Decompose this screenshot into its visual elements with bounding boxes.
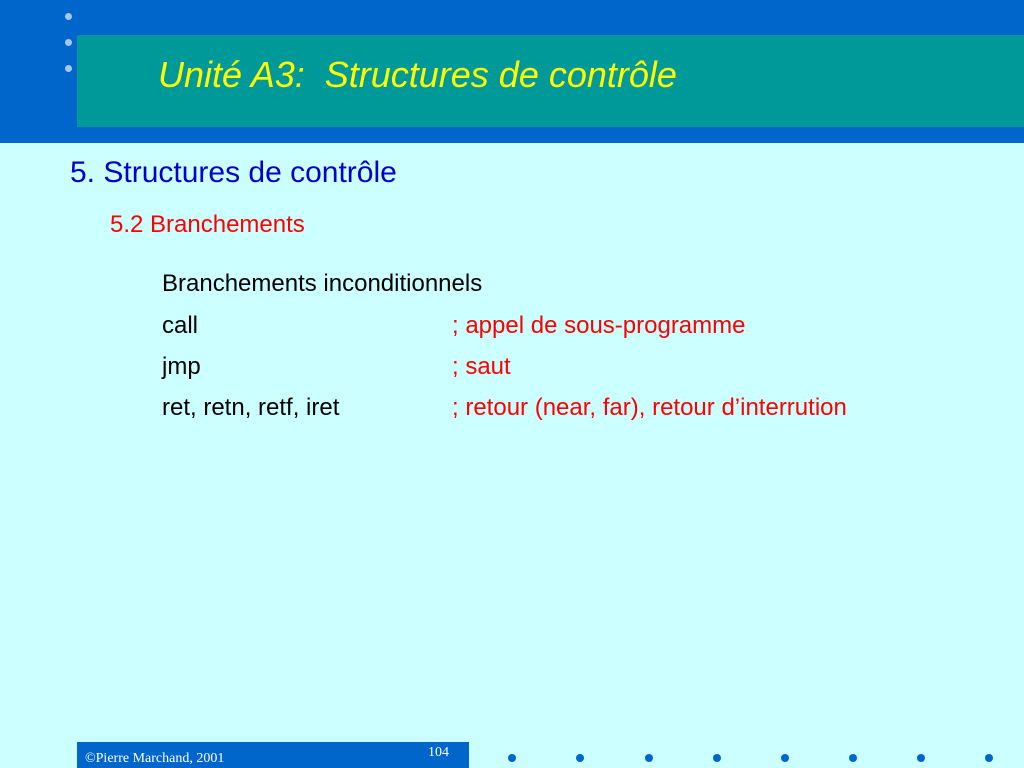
instruction-comment: ; retour (near, far), retour d’interrution: [452, 394, 847, 421]
footer-dot: [508, 754, 516, 762]
footer-dot: [849, 754, 857, 762]
instruction-comment: ; appel de sous-programme: [452, 312, 746, 339]
footer-dot: [985, 754, 993, 762]
footer-dot: [576, 754, 584, 762]
instruction-code: ret, retn, retf, iret: [162, 394, 340, 421]
instruction-code: jmp: [162, 353, 201, 380]
footer-copyright: ©Pierre Marchand, 2001: [85, 751, 225, 766]
instruction-comment: ; saut: [452, 353, 511, 380]
header-bullet-dot: [65, 65, 72, 72]
footer-dot: [645, 754, 653, 762]
subsection-heading: 5.2 Branchements: [110, 211, 305, 238]
page-number: 104: [428, 745, 449, 760]
intro-text: Branchements inconditionnels: [162, 270, 483, 297]
instruction-code: call: [162, 312, 199, 339]
footer-dot: [781, 754, 789, 762]
slide-title: Unité A3: Structures de contrôle: [158, 54, 677, 95]
section-heading: 5. Structures de contrôle: [70, 156, 397, 189]
header-bullet-dot: [65, 13, 72, 20]
header-bullet-dot: [65, 39, 72, 46]
footer-dot: [917, 754, 925, 762]
footer-dot: [713, 754, 721, 762]
